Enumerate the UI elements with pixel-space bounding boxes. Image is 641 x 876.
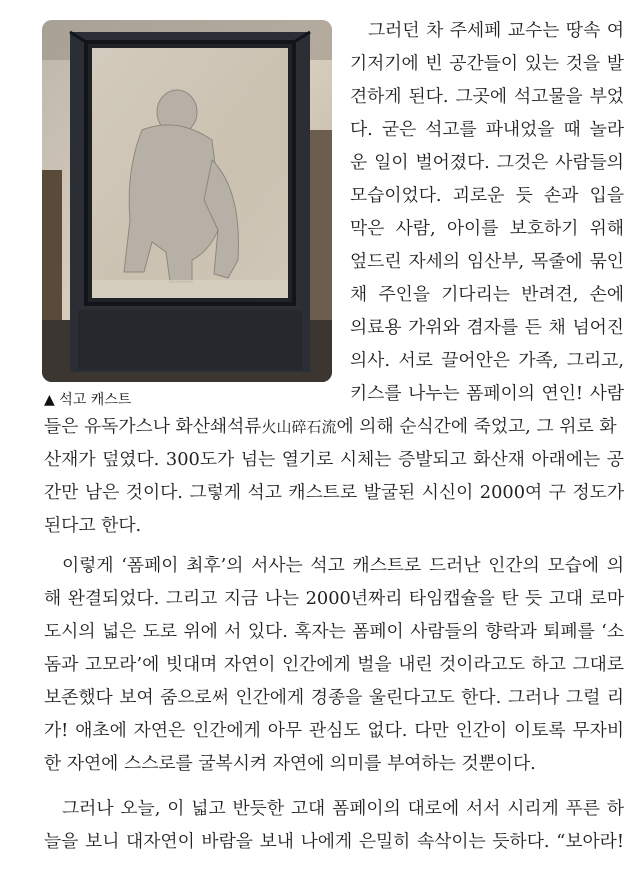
text-line: 모습이었다. 괴로운 듯 손과 입을 [350,185,624,206]
text-fragment: 들은 유독가스나 화산쇄석류 [44,416,262,437]
plaster-cast-photo [42,20,332,382]
text-fragment: 에 의해 순식간에 죽었고, 그 위로 화 [336,416,617,437]
text-line: 키스를 나누는 폼페이의 연인! 사람 [350,383,624,404]
text-line: 이렇게 ‘폼페이 최후’의 서사는 석고 캐스트로 드러난 인간의 모습에 의 [62,555,624,576]
text-line: 돔과 고모라’에 빗대며 자연이 인간에게 벌을 내린 것이라고도 하고 그대로 [44,654,624,675]
text-line: 한 자연에 스스로를 굴복시켜 자연에 의미를 부여하는 것뿐이다. [44,753,536,774]
text-line: 기저기에 빈 공간들이 있는 것을 발 [350,53,624,74]
text-line: 의료용 가위와 겸자를 든 채 넘어진 [350,317,624,338]
text-line: 엎드린 자세의 임산부, 목줄에 묶인 [350,251,624,272]
text-line: 그러던 차 주세페 교수는 땅속 여 [368,20,624,41]
text-line: 늘을 보니 대자연이 바람을 보내 나에게 은밀히 속삭이는 듯하다. “보아라! [44,831,624,852]
text-line: 다. 굳은 석고를 파내었을 때 놀라 [350,119,624,140]
text-line: 의사. 서로 끌어안은 가족, 그리고, [350,350,624,371]
text-line: 된다고 한다. [44,515,142,536]
text-line: 보존했다 보여 줌으로써 인간에게 경종을 울린다고도 한다. 그러나 그럴 리 [44,687,624,708]
text-line: 가! 애초에 자연은 인간에게 아무 관심도 없다. 다만 인간이 이토록 무자비 [44,720,624,741]
text-line: 운 일이 벌어졌다. 그것은 사람들의 [350,152,624,173]
text-line: 그러나 오늘, 이 넓고 반듯한 고대 폼페이의 대로에 서서 시리게 푸른 하 [62,798,624,819]
text-line: 산재가 덮였다. 300도가 넘는 열기로 시체는 증발되고 화산재 아래에는 공 [44,449,624,470]
text-line: 막은 사람, 아이를 보호하기 위해 [350,218,624,239]
text-line: 간만 남은 것이다. 그렇게 석고 캐스트로 발굴된 시신이 2000여 구 정도가 [44,482,624,503]
text-line: 해 완결되었다. 그리고 지금 나는 2000년짜리 타임캡슐을 탄 듯 고대 로마 [44,588,624,609]
figure-caption: ▲ 석고 캐스트 [44,392,132,408]
text-line: 견하게 된다. 그곳에 석고물을 부었 [350,86,624,107]
hanja-annotation: 火山碎石流 [261,418,337,436]
text-line: 채 주인을 기다리는 반려견, 손에 [350,284,624,305]
text-line: 도시의 넓은 도로 위에 서 있다. 혹자는 폼페이 사람들의 향락과 퇴폐를 ‘소 [44,621,624,642]
text-line [44,418,624,436]
